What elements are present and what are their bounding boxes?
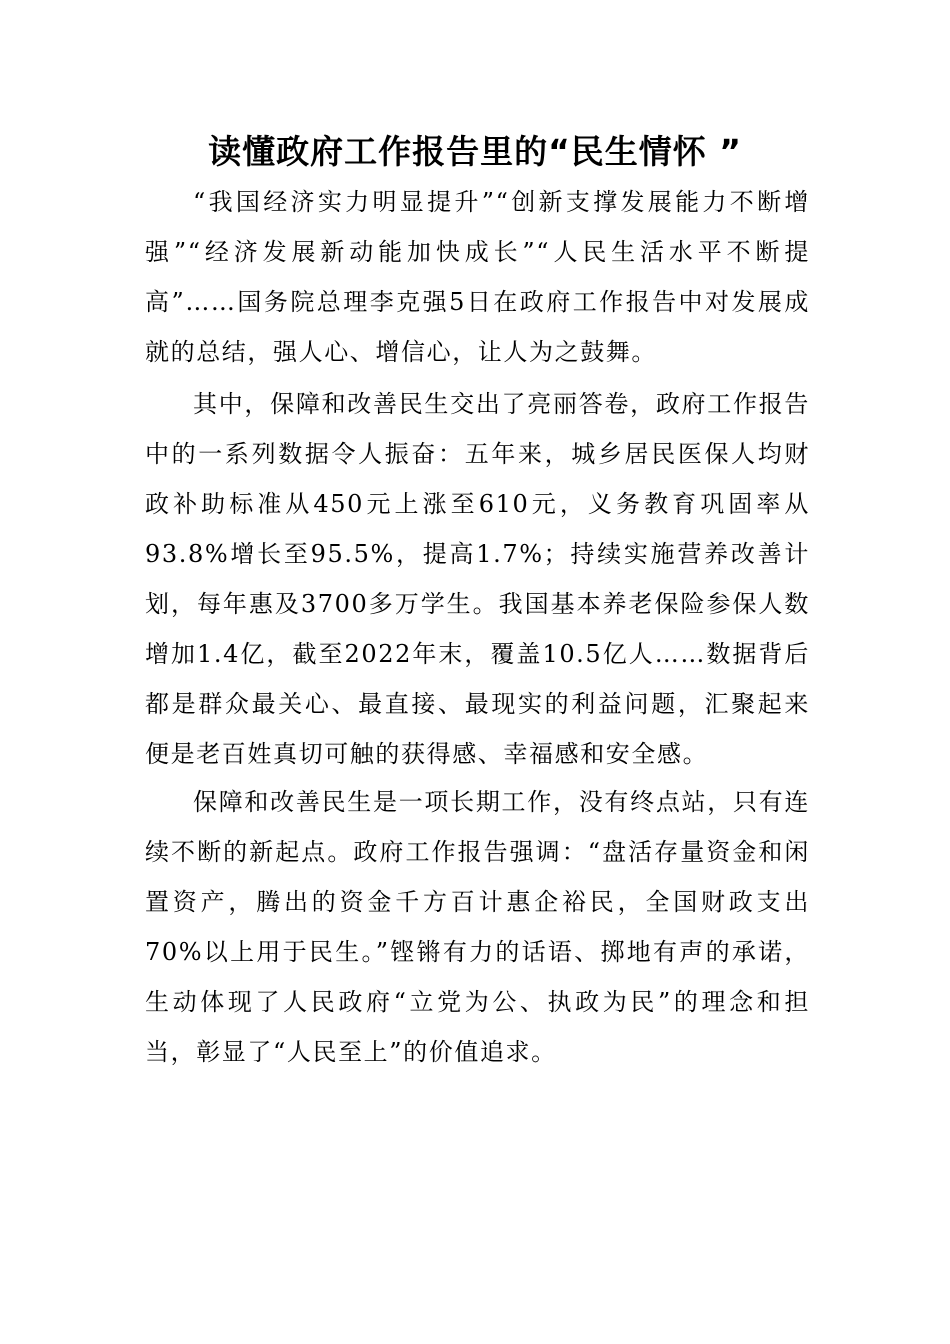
paragraph-3: 保障和改善民生是一项长期工作，没有终点站，只有连续不断的新起点。政府工作报告强调：“盘活存量资金和闲置资产，腾出的资金千方百计惠企裕民，全国财政支出70%以上用于民生。”铿锵有力的话语、掷地有声的承诺，生动体现了人民政府“立党为公、执政为民”的理念和担当，彰显了“人民至上”的价值追求。 — [145, 788, 810, 1066]
page-title: 读懂政府工作报告里的“民生情怀 ” — [208, 132, 742, 171]
paragraph-2: 其中，保障和改善民生交出了亮丽答卷，政府工作报告中的一系列数据令人振奋：五年来，城乡居民医保人均财政补助标准从450元上涨至610元，义务教育巩固率从93.8%增长至95.5%，提高1.7%；持续实施营养改善计划，每年惠及3700多万学生。我国基本养老保险参保人数增加1.4亿，截至2022年末，覆盖10.5亿人……数据背后都是群众最关心、最直接、最现实的利益问题，汇聚起来便是老百姓真切可触的获得感、幸福感和安全感。 — [145, 390, 810, 768]
paragraph-1: “我国经济实力明显提升”“创新支撑发展能力不断增强”“经济发展新动能加快成长”“人民生活水平不断提高”……国务院总理李克强5日在政府工作报告中对发展成就的总结，强人心、增信心，让人为之鼓舞。 — [145, 188, 810, 366]
